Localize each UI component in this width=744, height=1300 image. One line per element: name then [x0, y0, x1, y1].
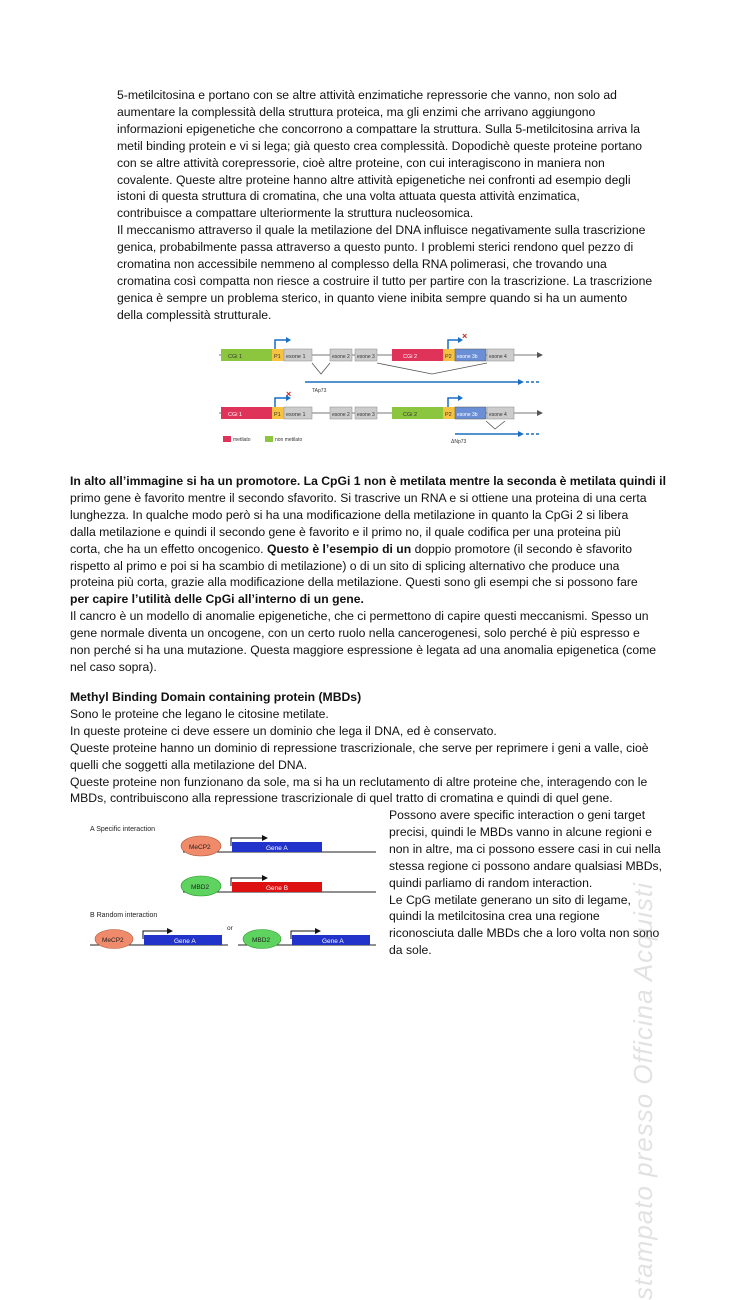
- exon-3b-label: esone 3b: [457, 412, 478, 418]
- exon-3-label: esone 3: [357, 354, 375, 360]
- legend-swatch-methylated: [223, 436, 231, 442]
- mecp2-label: MeCP2: [189, 844, 211, 851]
- text-line: proteina più corta, grazie alla modificazione della metilazione. Questi sono gli esempi che si possono fare: [70, 575, 638, 590]
- text-line: metil binding protein e vi si lega; già questo crea complessità. Dopodichè queste proteine portano: [117, 138, 643, 153]
- exon-1-label: esone 1: [286, 354, 306, 360]
- label-specific-interaction: A Specific interaction: [90, 826, 155, 833]
- text-line: non in altre, ma ci possono essere casi in cui nella: [389, 841, 661, 856]
- paragraph-promoter-explanation: [70, 473, 675, 676]
- mbd2-label: MBD2: [191, 884, 210, 891]
- gene-a-label: Gene A: [322, 938, 344, 945]
- text-line: quindi la metilcitosina crea una regione: [389, 909, 600, 924]
- text-line: contribuisce a compattare ulteriormente la struttura nucleosomica.: [117, 206, 474, 221]
- text-line: Possono avere specific interaction o geni target: [389, 808, 646, 822]
- cross-icon: ×: [286, 389, 292, 399]
- exon-1-label: esone 1: [286, 412, 306, 418]
- text-line: Le CpG metilate generano un sito di legame,: [389, 892, 631, 907]
- cgi2-unmethylated: [392, 407, 443, 419]
- exon-4-label: esone 4: [489, 354, 507, 360]
- text-line: rispetto al primo e poi si ha scambio di metilazione) o di un sito di splicing alternativo che produce una: [70, 558, 620, 573]
- or-label: or: [227, 925, 233, 932]
- text-line: genica, probabilmente passa attraverso a questo punto. I problemi sterici rendono quel pezzo di: [117, 240, 634, 255]
- legend-methylated: metilato: [233, 437, 251, 443]
- text-line: Queste proteine non funzionano da sole, ma si ha un reclutamento di altre proteine che, interagendo con le: [70, 774, 648, 789]
- text-span-bold: Questo è l’esempio di un: [266, 541, 412, 556]
- figure-row-1: [219, 331, 543, 394]
- gene-a-label: Gene A: [266, 845, 288, 852]
- section-heading: Methyl Binding Domain containing protein (MBDs): [70, 690, 362, 704]
- paragraph-methylcytosine: [117, 87, 677, 324]
- text-line: istoni di questa struttura di cromatina, che una volta attuata questa attività enzimatica,: [117, 189, 580, 204]
- text-span: doppio promotore (il secondo è sfavorito: [411, 541, 633, 556]
- text-line: non perché si ha una mutazione. Questa maggiore espressione è legata ad una anomalia epigenetica (come: [70, 643, 657, 658]
- text-line: nel caso sopra).: [70, 659, 157, 674]
- text-line-bold: per capire l’utilità delle CpGi all’interno di un gene.: [70, 592, 364, 607]
- cgi1-label: CGi 1: [228, 354, 243, 360]
- mbd-interaction-figure: [88, 818, 378, 953]
- p2-label: P2: [445, 412, 452, 418]
- exon-2-label: esone 2: [332, 354, 350, 360]
- cgi1-label: CGi 1: [228, 412, 243, 418]
- mecp2-label: MeCP2: [102, 937, 124, 944]
- tss-arrow-2: [448, 340, 459, 349]
- legend-unmethylated: non metilato: [275, 437, 303, 443]
- cgi2-methylated: [392, 349, 443, 361]
- text-span: corta, che ha un effetto oncogenico.: [70, 541, 267, 556]
- text-line: lunghezza. In qualche modo però si ha una modificazione della metilazione in quanto la CpGi 2 si libera: [70, 507, 629, 522]
- text-line: MBDs, contribuiscono alla repressione trascrizionale di quel tratto di cromatina e quindi di quel gene.: [70, 791, 613, 806]
- text-line: dalla metilazione e quindi il secondo gene è favorito e il primo no, il quale codifica per una proteina più: [70, 524, 621, 539]
- text-line: covalente. Queste altre proteine hanno altre attività epigenetiche nei confronti ad esempio degli: [117, 172, 631, 187]
- text-line: della complessità strutturale.: [117, 307, 272, 322]
- p1-label: P1: [274, 354, 281, 360]
- figure-legend: [223, 436, 302, 443]
- text-line: Il cancro è un modello di anomalie epigenetiche, che ci permettono di capire questi meccanismi. Spesso un: [70, 609, 649, 624]
- tap73-label: TAp73: [312, 388, 327, 394]
- cross-icon: ×: [462, 331, 468, 341]
- cgi2-label: CGi 2: [403, 412, 418, 418]
- text-line: genica è sempre un problema sterico, in quanto viene inibita sempre quando si ha un aumento: [117, 290, 628, 305]
- text-line: Il meccanismo attraverso il quale la metilazione del DNA influisce negativamente sulla trascrizione: [117, 223, 646, 238]
- text-line: con se altre attività corepressorie, cioè altre proteine, con cui interagiscono in maniera non: [117, 155, 605, 170]
- text-line: In queste proteine ci deve essere un dominio che lega il DNA, ed è conservato.: [70, 723, 497, 738]
- label-random-interaction: B Random interaction: [90, 912, 158, 919]
- gene-a-label: Gene A: [174, 938, 196, 945]
- text-line: da sole.: [389, 943, 432, 958]
- text-line: cromatina così compatta non riesce a costruire il tutto per partire con la trascrizione. La trascrizione: [117, 273, 653, 288]
- p2-label: P2: [445, 354, 452, 360]
- gene-b-label: Gene B: [266, 885, 289, 892]
- watermark-text: stampato presso Officina Acquisti: [628, 882, 658, 1300]
- cgi2-label: CGi 2: [403, 354, 418, 360]
- exon-4-label: esone 4: [489, 412, 507, 418]
- text-line: Sono le proteine che legano le citosine metilate.: [70, 706, 329, 721]
- section-mbds: [70, 689, 675, 807]
- text-line: informazioni epigenetiche che concorrono a compattare la struttura. Sulla 5-metilcitosina arriva la: [117, 121, 640, 136]
- text-line: aumentare la complessità della struttura proteica, ma gli enzimi che arrivano aggiungono: [117, 104, 596, 119]
- mbd2-label: MBD2: [252, 937, 271, 944]
- text-line: riconosciuta dalle MBDs che a loro volta non sono: [389, 926, 660, 941]
- text-line: gene normale diventa un oncogene, con un certo ruolo nella cancerogenesi, solo perché è più espresso e: [70, 626, 640, 641]
- p73-promoter-figure: [215, 330, 545, 450]
- text-line: [70, 541, 675, 558]
- text-line: Queste proteine hanno un dominio di repressione trascrizionale, che serve per reprimere i geni a valle, cioè: [70, 740, 649, 755]
- legend-swatch-unmethylated: [265, 436, 273, 442]
- text-line: cromatina non accessibile nemmeno al complesso della RNA polimerasi, che trovando una: [117, 257, 607, 272]
- text-line: 5-metilcitosina e portano con se altre attività enzimatiche repressorie che vanno, non solo ad: [117, 88, 617, 102]
- exon-3b-label: esone 3b: [457, 354, 478, 360]
- text-line: precisi, quindi le MBDs vanno in alcune regioni e: [389, 824, 652, 839]
- exon-2-label: esone 2: [332, 412, 350, 418]
- exon-3-label: esone 3: [357, 412, 375, 418]
- text-line-bold: In alto all’immagine si ha un promotore. La CpGi 1 non è metilata mentre la seconda è metilata quindi il: [70, 474, 666, 488]
- tss-arrow-2: [448, 398, 459, 407]
- text-line: stessa regione ci possono andare qualsiasi MBDs,: [389, 858, 663, 873]
- tss-arrow-1: [275, 340, 287, 349]
- text-line: quindi parliamo di random interaction.: [389, 875, 593, 890]
- tss-arrow-1: [275, 398, 287, 407]
- text-line: primo gene è favorito mentre il secondo sfavorito. Si trascrive un RNA e si ottiene una proteina di una certa: [70, 490, 647, 505]
- p1-label: P1: [274, 412, 281, 418]
- text-line: quelli che soggetti alla metilazione del DNA.: [70, 757, 308, 772]
- dnp73-label: ΔNp73: [451, 439, 467, 445]
